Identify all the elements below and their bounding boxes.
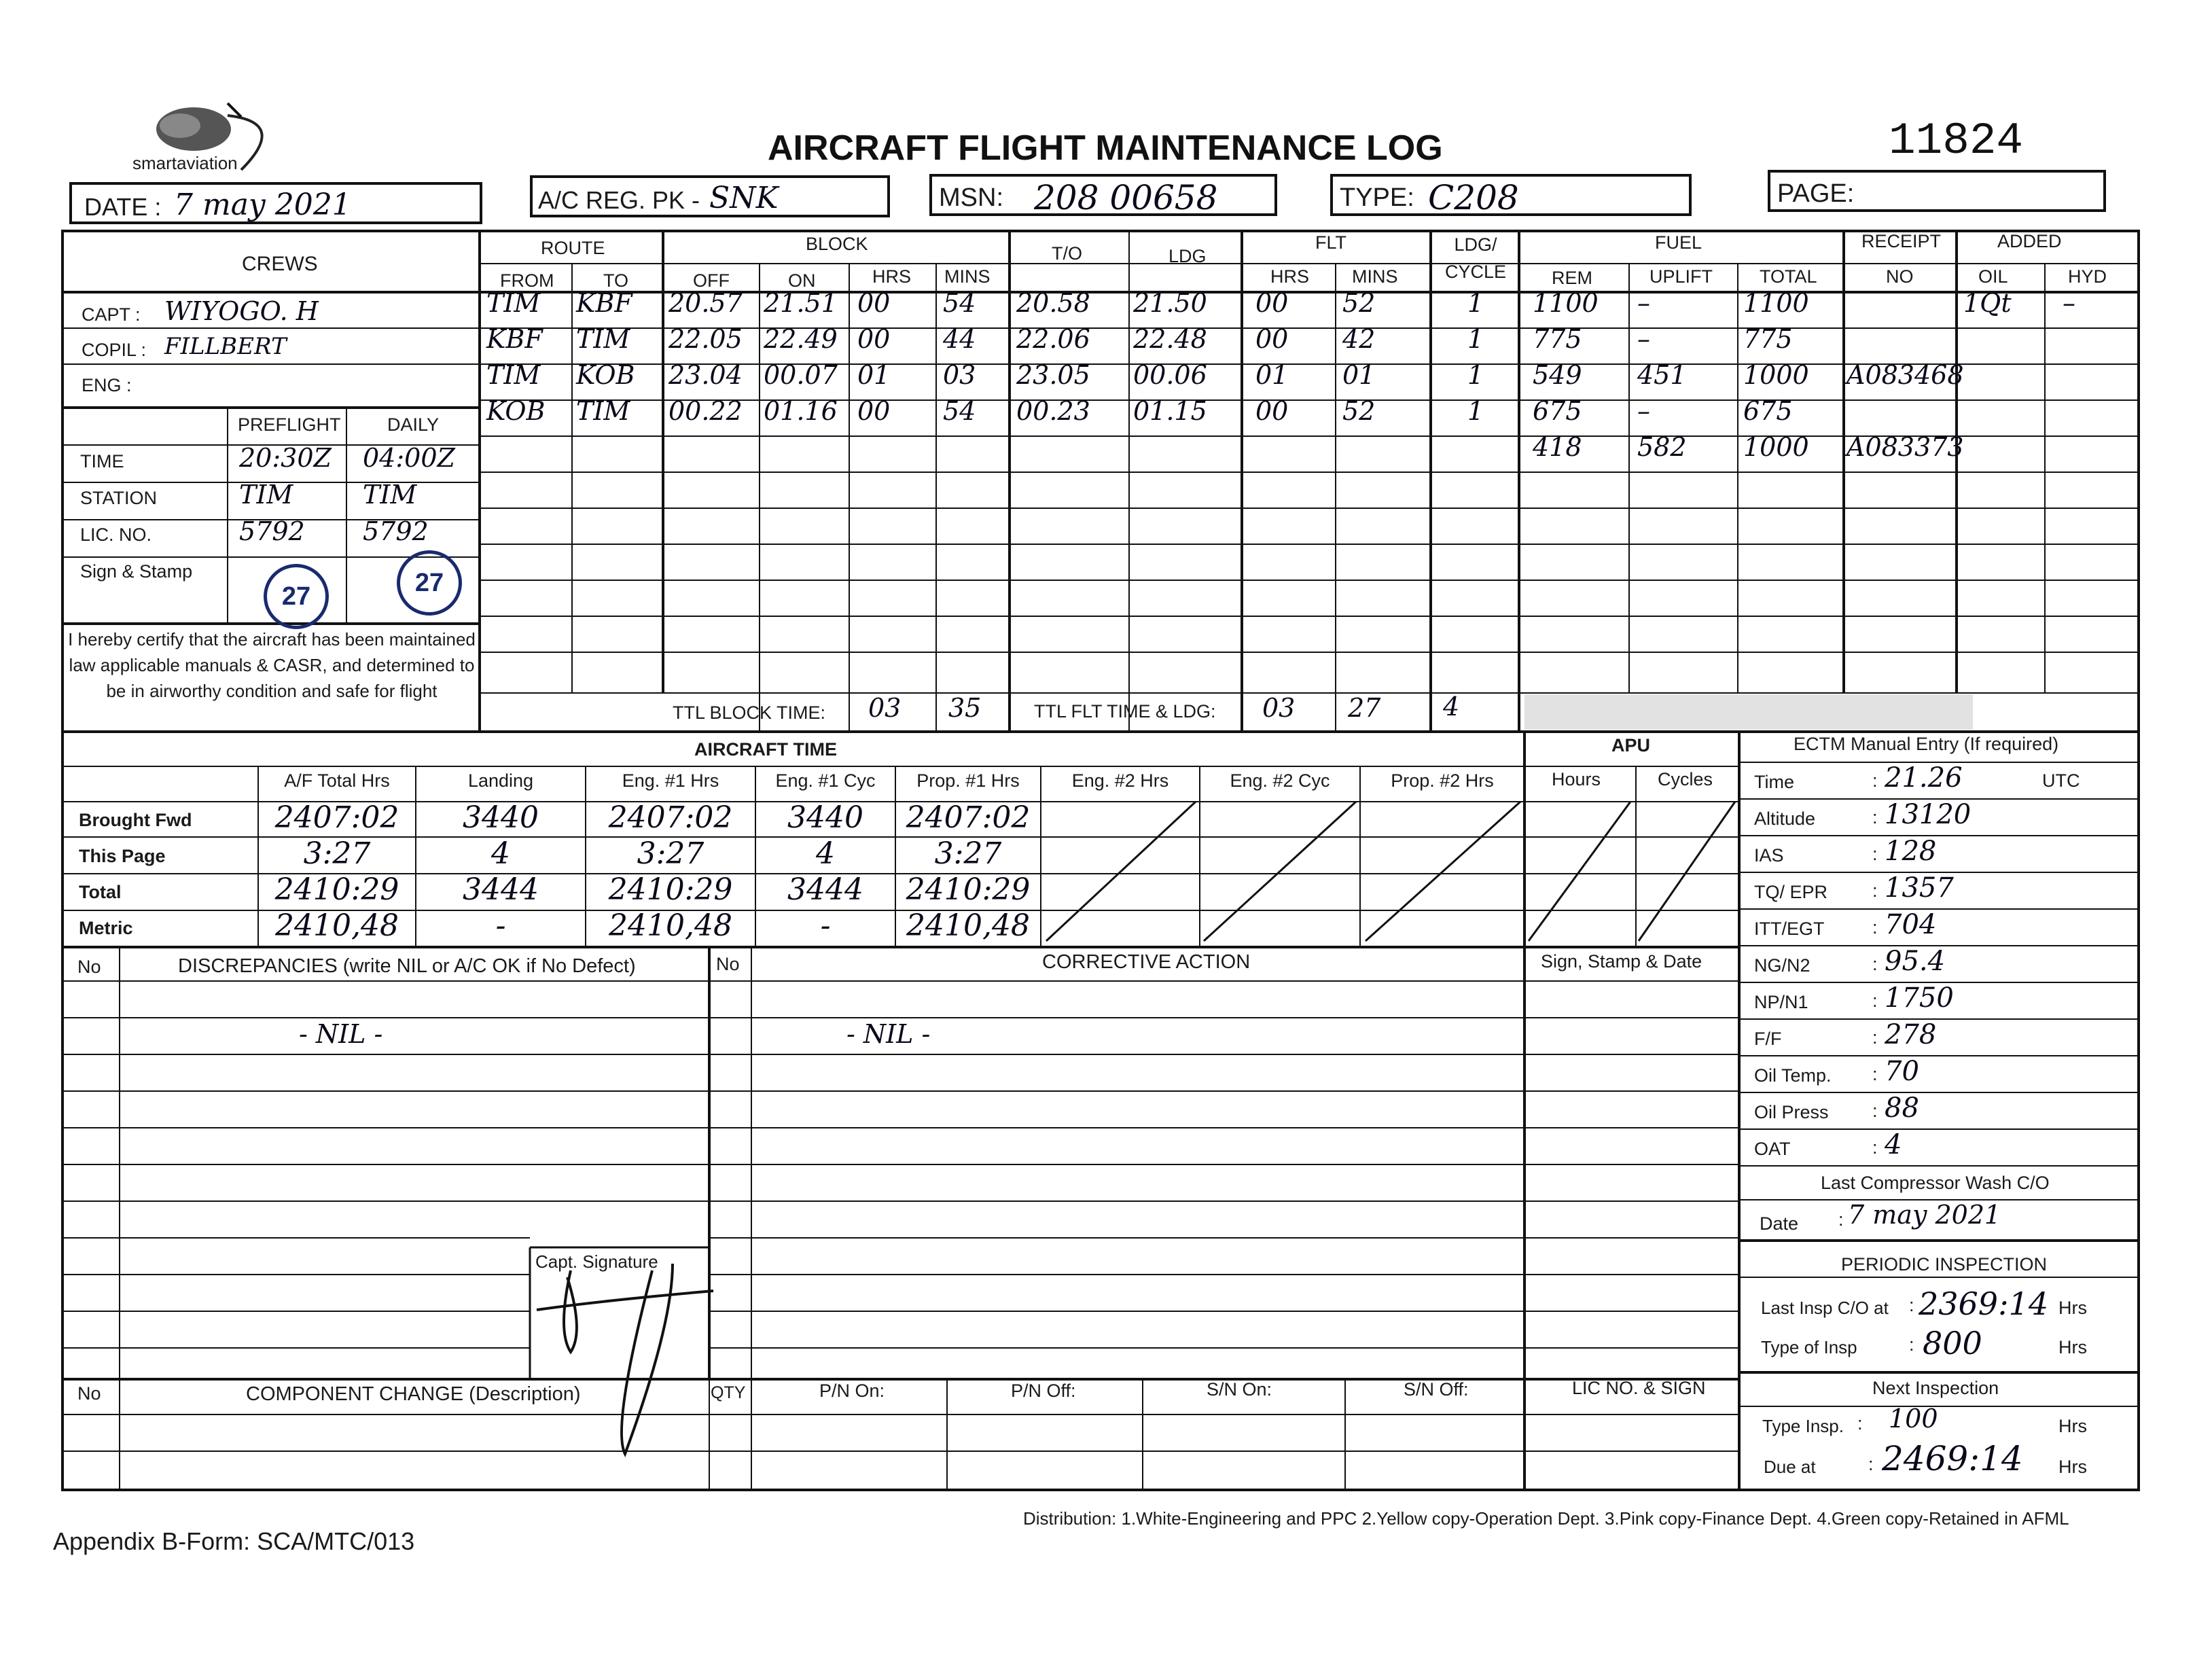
last-insp-colon: :: [1909, 1295, 1914, 1315]
sign-stamp-label: Sign & Stamp: [80, 561, 193, 582]
ttl-ldg: 4: [1443, 692, 1460, 722]
flt-hrs-header: HRS: [1270, 266, 1310, 287]
date-value: 7 may 2021: [174, 188, 351, 222]
ectm-colon-5: :: [1872, 917, 1878, 938]
flight-row-4-hrs: 00: [857, 396, 891, 426]
aircraft-time-value-3-1: 2410:29: [274, 872, 399, 907]
sn-off-label: S/N Off:: [1404, 1379, 1469, 1400]
flight-row-4-total: 675: [1743, 396, 1793, 426]
page-label: PAGE:: [1777, 179, 1855, 208]
aircraft-time-value-4-5: 2410,48: [906, 908, 1030, 943]
off-header: OFF: [693, 270, 730, 291]
ectm-label-7: NP/N1: [1754, 992, 1808, 1012]
ectm-colon-4: :: [1872, 880, 1878, 901]
ttl-flt-label: TTL FLT TIME & LDG:: [1034, 701, 1216, 722]
flight-row-3-flt-hrs: 01: [1255, 360, 1289, 390]
aircraft-time-col-2: Landing: [467, 770, 534, 791]
type-insp-unit: Hrs: [2058, 1337, 2087, 1357]
flight-row-1-total: 1100: [1743, 288, 1809, 318]
station-preflight: TIM: [239, 480, 293, 510]
ldg-cycle-header: LDG/ CYCLE: [1444, 234, 1507, 282]
flight-row-3-off: 23.04: [668, 360, 743, 390]
flight-row-4-flt-hrs: 00: [1255, 396, 1289, 426]
next-type-label: Type Insp.: [1762, 1416, 1844, 1436]
oil-header: OIL: [1978, 266, 2008, 287]
aircraft-time-col-4: Eng. #1 Cyc: [775, 770, 876, 791]
flight-row-3-uplift: 451: [1637, 360, 1687, 390]
aircraft-time-row-label-1: Brought Fwd: [79, 810, 192, 830]
flight-row-3-from: TIM: [486, 360, 541, 390]
aircraft-time-value-3-4: 3444: [787, 872, 863, 907]
flight-row-1-hrs: 00: [857, 288, 891, 318]
compressor-date-colon: :: [1838, 1209, 1844, 1230]
flight-row-5-receipt: A083373: [1847, 432, 1964, 462]
lic-daily: 5792: [363, 516, 429, 546]
type-insp-colon: :: [1909, 1334, 1914, 1355]
corrective-action-label: CORRECTIVE ACTION: [1042, 951, 1251, 973]
aircraft-time-value-2-4: 4: [816, 836, 835, 871]
route-header: ROUTE: [541, 238, 605, 258]
capt-value: WIYOGO. H: [164, 296, 319, 326]
flight-row-1-hyd: –: [2063, 288, 2075, 318]
flt-header: FLT: [1315, 232, 1346, 253]
type-value: C208: [1428, 178, 1519, 217]
added-header: ADDED: [1997, 231, 2062, 251]
total-header: TOTAL: [1760, 266, 1817, 287]
flight-row-1-rem: 1100: [1533, 288, 1599, 318]
copil-value: FILLBERT: [164, 333, 287, 360]
crews-title: CREWS: [242, 253, 318, 275]
aircraft-time-value-4-4: -: [820, 908, 831, 943]
sign-stamp-date-label: Sign, Stamp & Date: [1541, 951, 1702, 972]
type-insp-label: Type of Insp: [1761, 1337, 1857, 1357]
flight-row-2-from: KBF: [486, 324, 543, 354]
ectm-value-9: 70: [1885, 1056, 1919, 1087]
company-name: smartaviation: [132, 153, 238, 173]
msn-label: MSN:: [939, 183, 1003, 212]
uplift-header: UPLIFT: [1649, 266, 1713, 287]
last-insp-label: Last Insp C/O at: [1761, 1298, 1889, 1318]
flight-row-1-oil: 1Qt: [1963, 288, 2012, 318]
flight-row-1-flt-hrs: 00: [1255, 288, 1289, 318]
ectm-colon-3: :: [1872, 844, 1878, 864]
stamp-daily: [397, 550, 462, 616]
ectm-label-2: Altitude: [1754, 808, 1816, 829]
ectm-label-4: TQ/ EPR: [1754, 882, 1828, 902]
ttl-block-hrs: 03: [868, 693, 902, 723]
flight-row-1-off: 20.57: [668, 288, 743, 318]
flight-row-1-uplift: –: [1637, 288, 1650, 318]
flight-row-3-to-time: 23.05: [1016, 360, 1090, 390]
flight-row-3-flt-mins: 01: [1342, 360, 1376, 390]
ectm-value-2: 13120: [1885, 799, 1972, 830]
aircraft-time-value-1-5: 2407:02: [906, 800, 1031, 835]
next-type-colon: :: [1857, 1413, 1863, 1434]
flight-row-3-ldg: 00.06: [1133, 360, 1207, 390]
flight-row-3-total: 1000: [1743, 360, 1809, 390]
stamp-daily-number: 27: [414, 569, 444, 597]
flight-row-3-receipt: A083468: [1847, 360, 1964, 390]
ectm-label-11: OAT: [1754, 1139, 1791, 1159]
distribution-label: Distribution: 1.White-Engineering and PPC 2.Yellow copy-Operation Dept. 3.Pink copy-Finance Dept. 4.Green copy-Retained in AFML: [1023, 1508, 2069, 1529]
time-preflight: 20:30Z: [239, 443, 332, 473]
flight-row-5-total: 1000: [1743, 432, 1809, 462]
aircraft-time-col-8: Prop. #2 Hrs: [1391, 770, 1494, 791]
daily-label: DAILY: [387, 414, 440, 435]
capt-signature-label: Capt. Signature: [535, 1251, 658, 1272]
lic-label: LIC. NO.: [80, 524, 152, 545]
flight-row-2-flt-mins: 42: [1342, 324, 1376, 354]
last-insp-unit: Hrs: [2058, 1298, 2087, 1318]
flight-row-3-rem: 549: [1533, 360, 1582, 390]
certification-text: I hereby certify that the aircraft has been maintained law applicable manuals & CASR, and determined to be in airworthy condition and safe for flight: [68, 629, 476, 701]
ectm-value-10: 88: [1885, 1092, 1919, 1124]
flight-row-2-rem: 775: [1533, 324, 1582, 354]
flight-row-3-to: KOB: [576, 360, 635, 390]
date-label: DATE :: [84, 193, 162, 221]
flight-row-4-on: 01.16: [764, 396, 838, 426]
flight-row-2-total: 775: [1743, 324, 1793, 354]
sn-on-label: S/N On:: [1207, 1379, 1272, 1400]
ectm-colon-6: :: [1872, 954, 1878, 974]
lic-preflight: 5792: [239, 516, 305, 546]
aircraft-time-value-3-2: 3444: [463, 872, 539, 907]
flight-row-2-cycle: 1: [1467, 324, 1484, 354]
compressor-date-label: Date: [1760, 1213, 1799, 1234]
flight-row-1-ldg: 21.50: [1133, 288, 1207, 318]
reg-value: SNK: [709, 181, 779, 215]
ectm-label-8: F/F: [1754, 1029, 1782, 1049]
aircraft-time-value-1-2: 3440: [463, 800, 539, 835]
flight-row-1-cycle: 1: [1467, 288, 1484, 318]
flight-row-4-uplift: –: [1637, 396, 1650, 426]
mins-header: MINS: [944, 266, 991, 287]
aircraft-time-row-label-4: Metric: [79, 918, 133, 938]
to-header: TO: [603, 270, 629, 291]
ectm-colon-11: :: [1872, 1137, 1878, 1158]
ectm-colon-2: :: [1872, 807, 1878, 828]
discrepancies-value: - NIL -: [299, 1019, 383, 1049]
aircraft-time-value-2-1: 3:27: [303, 836, 371, 871]
pn-off-label: P/N Off:: [1011, 1381, 1076, 1401]
aircraft-time-col-3: Eng. #1 Hrs: [622, 770, 719, 791]
type-insp-value: 800: [1923, 1325, 1982, 1362]
flight-row-2-on: 22.49: [764, 324, 838, 354]
next-type-value: 100: [1889, 1404, 1938, 1434]
flight-row-4-flt-mins: 52: [1342, 396, 1376, 426]
flight-row-5-uplift: 582: [1637, 432, 1687, 462]
next-type-unit: Hrs: [2058, 1416, 2087, 1436]
preflight-label: PREFLIGHT: [238, 414, 341, 435]
fuel-header: FUEL: [1655, 232, 1702, 253]
aircraft-time-value-1-1: 2407:02: [274, 800, 399, 835]
rem-header: REM: [1552, 268, 1592, 288]
aircraft-time-row-label-2: This Page: [79, 846, 166, 866]
flight-row-1-to: KBF: [576, 288, 632, 318]
aircraft-time-value-2-3: 3:27: [637, 836, 704, 871]
flight-row-4-from: KOB: [486, 396, 546, 426]
ttl-block-mins: 35: [948, 693, 982, 723]
ttl-block-label: TTL BLOCK TIME:: [673, 702, 826, 723]
aircraft-time-value-2-5: 3:27: [934, 836, 1002, 871]
ectm-value-5: 704: [1885, 909, 1937, 940]
flt-mins-header: MINS: [1352, 266, 1398, 287]
station-daily: TIM: [363, 480, 417, 510]
takeoff-header: T/O: [1052, 243, 1082, 264]
ectm-label-6: NG/N2: [1754, 955, 1810, 976]
serial-number: 11824: [1889, 115, 2024, 166]
flight-row-2-off: 22.05: [668, 324, 743, 354]
due-value: 2469:14: [1882, 1439, 2023, 1478]
flight-row-3-on: 00.07: [764, 360, 838, 390]
reg-label: A/C REG. PK -: [538, 186, 700, 214]
flight-row-4-to-time: 00.23: [1016, 396, 1090, 426]
ectm-value-4: 1357: [1885, 872, 1954, 904]
disc-no-label: No: [77, 957, 101, 977]
ectm-label-3: IAS: [1754, 845, 1784, 866]
receipt-header: RECEIPT: [1861, 231, 1942, 251]
on-header: ON: [788, 270, 816, 291]
stamp-preflight-number: 27: [281, 582, 311, 611]
flight-row-3-hrs: 01: [857, 360, 891, 390]
flight-row-4-ldg: 01.15: [1133, 396, 1207, 426]
discrepancies-label: DISCREPANCIES (write NIL or A/C OK if No Defect): [178, 955, 636, 977]
receipt-no-header: NO: [1886, 266, 1914, 287]
ectm-colon-8: :: [1872, 1027, 1878, 1048]
ectm-colon-9: :: [1872, 1064, 1878, 1084]
aircraft-time-row-label-3: Total: [79, 882, 122, 902]
page-title: AIRCRAFT FLIGHT MAINTENANCE LOG: [768, 128, 1443, 168]
flight-row-4-rem: 675: [1533, 396, 1582, 426]
flight-row-1-on: 21.51: [764, 288, 838, 318]
ectm-value-3: 128: [1885, 836, 1937, 867]
flight-row-4-off: 00.22: [668, 396, 743, 426]
apu-cycles-header: Cycles: [1658, 769, 1713, 789]
copil-label: COPIL :: [82, 340, 147, 360]
flight-row-2-ldg: 22.48: [1133, 324, 1207, 354]
ectm-label-5: ITT/EGT: [1754, 919, 1825, 939]
ectm-colon-1: :: [1872, 770, 1878, 791]
flight-row-1-flt-mins: 52: [1342, 288, 1376, 318]
comp-qty-label: QTY: [711, 1383, 746, 1402]
aircraft-time-value-3-3: 2410:29: [608, 872, 733, 907]
aircraft-time-col-5: Prop. #1 Hrs: [916, 770, 1020, 791]
ectm-title: ECTM Manual Entry (If required): [1794, 734, 2059, 754]
aircraft-time-col-1: A/F Total Hrs: [284, 770, 390, 791]
flight-row-1-mins: 54: [943, 288, 976, 318]
aircraft-time-col-7: Eng. #2 Cyc: [1230, 770, 1330, 791]
last-insp-value: 2369:14: [1919, 1285, 2049, 1322]
ectm-value-8: 278: [1885, 1019, 1937, 1050]
flight-row-2-hrs: 00: [857, 324, 891, 354]
msn-value: 208 00658: [1034, 178, 1218, 217]
corrective-action-value: - NIL -: [846, 1019, 931, 1049]
flight-row-2-uplift: –: [1637, 324, 1650, 354]
due-colon: :: [1868, 1454, 1874, 1474]
aircraft-time-col-6: Eng. #2 Hrs: [1071, 770, 1169, 791]
ectm-colon-10: :: [1872, 1101, 1878, 1121]
flight-row-1-to-time: 20.58: [1016, 288, 1090, 318]
flight-row-5-rem: 418: [1533, 432, 1582, 462]
ttl-flt-mins: 27: [1348, 693, 1381, 723]
flight-row-2-mins: 44: [943, 324, 976, 354]
flight-row-2-flt-hrs: 00: [1255, 324, 1289, 354]
flight-row-1-from: TIM: [486, 288, 541, 318]
eng-label: ENG :: [82, 375, 132, 395]
apu-title: APU: [1611, 735, 1651, 755]
type-label: TYPE:: [1340, 183, 1414, 212]
flight-row-3-cycle: 1: [1467, 360, 1484, 390]
aircraft-time-value-2-2: 4: [491, 836, 510, 871]
due-label: Due at: [1764, 1457, 1816, 1477]
flight-row-3-mins: 03: [943, 360, 976, 390]
corrective-no-label: No: [716, 954, 740, 974]
aircraft-time-value-1-4: 3440: [787, 800, 863, 835]
ectm-value-6: 95.4: [1885, 946, 1946, 977]
ectm-value-11: 4: [1885, 1129, 1902, 1160]
aircraft-time-value-4-2: -: [495, 908, 506, 943]
aircraft-time-value-3-5: 2410:29: [906, 872, 1031, 907]
ldg-header: LDG: [1169, 246, 1207, 266]
ectm-value-7: 1750: [1885, 982, 1954, 1014]
ectm-colon-7: :: [1872, 991, 1878, 1011]
apu-hours-header: Hours: [1552, 769, 1601, 789]
appendix-label: Appendix B-Form: SCA/MTC/013: [53, 1527, 415, 1555]
ectm-label-1: Time: [1754, 772, 1794, 792]
flight-row-4-mins: 54: [943, 396, 976, 426]
due-unit: Hrs: [2058, 1457, 2087, 1477]
ectm-unit-1: UTC: [2042, 770, 2080, 791]
stamp-preflight: [264, 564, 329, 629]
next-insp-title: Next Inspection: [1872, 1378, 1999, 1398]
aircraft-time-value-1-3: 2407:02: [608, 800, 733, 835]
flight-row-2-to: TIM: [576, 324, 630, 354]
comp-desc-label: COMPONENT CHANGE (Description): [246, 1383, 581, 1405]
ttl-flt-hrs: 03: [1262, 693, 1296, 723]
periodic-title: PERIODIC INSPECTION: [1841, 1254, 2048, 1275]
lic-sign-label: LIC NO. & SIGN: [1572, 1378, 1706, 1398]
flight-row-2-to-time: 22.06: [1016, 324, 1090, 354]
ectm-value-1: 21.26: [1885, 762, 1963, 794]
station-label: STATION: [80, 488, 157, 508]
ectm-label-10: Oil Press: [1754, 1102, 1829, 1122]
flight-row-4-to: TIM: [576, 396, 630, 426]
ectm-label-9: Oil Temp.: [1754, 1065, 1832, 1086]
comp-no-label: No: [77, 1383, 101, 1404]
from-header: FROM: [500, 270, 554, 291]
time-label: TIME: [80, 451, 124, 471]
aircraft-time-value-4-1: 2410,48: [275, 908, 399, 943]
block-header: BLOCK: [806, 234, 868, 254]
hrs-header: HRS: [872, 266, 912, 287]
pn-on-label: P/N On:: [819, 1381, 885, 1401]
hyd-header: HYD: [2068, 266, 2107, 287]
compressor-date-value: 7 may 2021: [1848, 1200, 2001, 1230]
time-daily: 04:00Z: [363, 443, 455, 473]
compressor-title: Last Compressor Wash C/O: [1821, 1173, 2050, 1193]
aircraft-time-value-4-3: 2410,48: [609, 908, 732, 943]
capt-label: CAPT :: [82, 304, 141, 325]
flight-row-4-cycle: 1: [1467, 396, 1484, 426]
aircraft-time-title: AIRCRAFT TIME: [694, 739, 837, 760]
